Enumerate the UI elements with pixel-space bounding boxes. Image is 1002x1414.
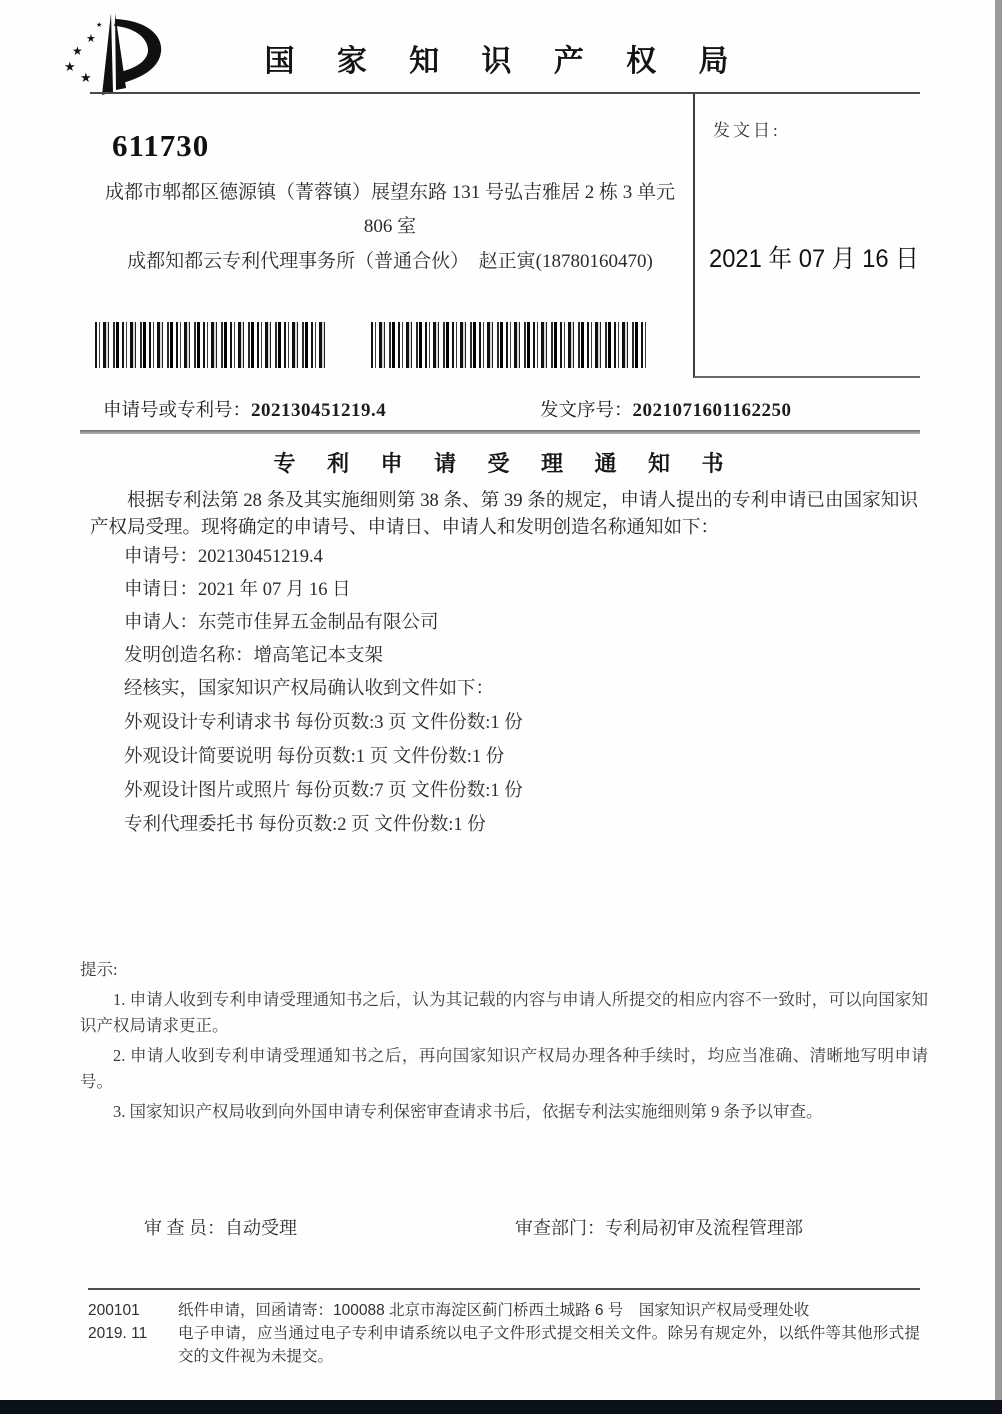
- department-field: [515, 1214, 803, 1240]
- field-value: 202130451219.4: [198, 547, 323, 567]
- tips-label: 提示:: [80, 960, 118, 979]
- svg-text:★: ★: [96, 21, 103, 29]
- dispatch-date-label: 发文日:: [713, 121, 781, 140]
- section-divider: [80, 430, 920, 434]
- tips-section: [80, 957, 928, 1129]
- dispatch-number-value: 2021071601162250: [632, 400, 792, 421]
- agency-title: 国 家 知 识 产 权 局: [264, 45, 746, 78]
- received-doc-item: 外观设计图片或照片 每份页数:7 页 文件份数:1 份: [124, 781, 523, 801]
- received-intro: 经核实，国家知识产权局确认收到文件如下：: [124, 679, 495, 699]
- recipient-agency-line: 成都知都云专利代理事务所（普通合伙） 赵正寅(18780160470): [127, 251, 653, 272]
- tip-item: 1. 申请人收到专利申请受理通知书之后，认为其记载的内容与申请人所提交的相应内容不一致时，可以向国家知识产权局请求更正。: [80, 990, 928, 1035]
- tip-item: 3. 国家知识产权局收到向外国申请专利保密审查请求书后，依据专利法实施细则第 9 条予以审查。: [113, 1102, 823, 1121]
- dispatch-number-label: 发文序号：: [540, 401, 633, 421]
- field-label: 发明创造名称：: [124, 646, 254, 666]
- footer-electronic-line: 电子申请，应当通过电子专利申请系统以电子文件形式提交相关文件。除另有规定外，以纸件等其他形式提交的文件视为未提交。: [178, 1325, 920, 1365]
- examiner-field: [144, 1214, 297, 1240]
- department-label: 审查部门：: [515, 1218, 605, 1238]
- footer-divider: [88, 1288, 920, 1290]
- received-doc-item: 外观设计简要说明 每份页数:1 页 文件份数:1 份: [124, 747, 505, 767]
- tip-item: 2. 申请人收到专利申请受理通知书之后，再向国家知识产权局办理各种手续时，均应当准确、清晰地写明申请号。: [80, 1046, 928, 1091]
- recipient-block: [90, 128, 690, 273]
- footer-paper-line: 纸件申请，回函请寄：100088 北京市海淀区蓟门桥西土城路 6 号 国家知识产权局受理处收: [178, 1302, 810, 1319]
- received-documents: [124, 672, 523, 842]
- received-doc-item: 外观设计专利请求书 每份页数:3 页 文件份数:1 份: [124, 713, 523, 733]
- notice-title: 专 利 申 请 受 理 通 知 书: [273, 451, 737, 476]
- field-label: 申请日：: [124, 580, 199, 600]
- notice-intro: 根据专利法第 28 条及其实施细则第 38 条、第 39 条的规定，申请人提出的专利申请已由国家知识产权局受理。现将确定的申请号、申请日、申请人和发明创造名称通知如下：: [90, 491, 918, 538]
- field-invention-title: [124, 640, 439, 673]
- department-value: 专利局初审及流程管理部: [605, 1218, 803, 1238]
- barcode-dispatch: [371, 322, 648, 368]
- field-value: 增高笔记本支架: [253, 646, 384, 666]
- dispatch-date-box: [693, 94, 920, 378]
- svg-text:★: ★: [86, 33, 96, 45]
- barcode-application: [95, 322, 328, 368]
- field-applicant: [124, 607, 439, 640]
- field-value: 2021 年 07 月 16 日: [198, 580, 351, 600]
- examiner-label: 审 查 员：: [144, 1218, 225, 1238]
- form-code: 200101: [88, 1302, 140, 1319]
- application-number-label: 申请号或专利号：: [103, 401, 252, 421]
- examiner-value: 自动受理: [225, 1218, 297, 1238]
- svg-text:★: ★: [72, 44, 83, 58]
- field-application-date: [124, 574, 439, 607]
- footer-instructions: [178, 1299, 920, 1368]
- field-application-number: [124, 541, 439, 574]
- dispatch-number-field: [540, 396, 791, 422]
- svg-text:★: ★: [64, 59, 76, 74]
- application-number-value: 202130451219.4: [251, 400, 387, 421]
- page-edge-shadow-bottom: [0, 1400, 1002, 1414]
- received-doc-item: 专利代理委托书 每份页数:2 页 文件份数:1 份: [124, 815, 486, 835]
- recipient-address-line1: 成都市郫都区德源镇（菁蓉镇）展望东路 131 号弘吉雅居 2 栋 3 单元: [104, 182, 675, 203]
- svg-text:★: ★: [80, 70, 92, 85]
- dispatch-date-value: 2021 年 07 月 16 日: [709, 245, 919, 273]
- field-value: 东莞市佳昇五金制品有限公司: [198, 613, 439, 633]
- form-code-block: [88, 1299, 173, 1345]
- page-edge-shadow-right: [995, 0, 1002, 1401]
- form-date: 2019. 11: [88, 1325, 148, 1342]
- recipient-address-line2: 806 室: [363, 216, 417, 237]
- field-label: 申请号：: [124, 547, 199, 567]
- application-fields: [124, 541, 439, 673]
- application-number-field: [103, 396, 386, 422]
- postal-code: 611730: [112, 128, 210, 163]
- field-label: 申请人：: [124, 613, 199, 633]
